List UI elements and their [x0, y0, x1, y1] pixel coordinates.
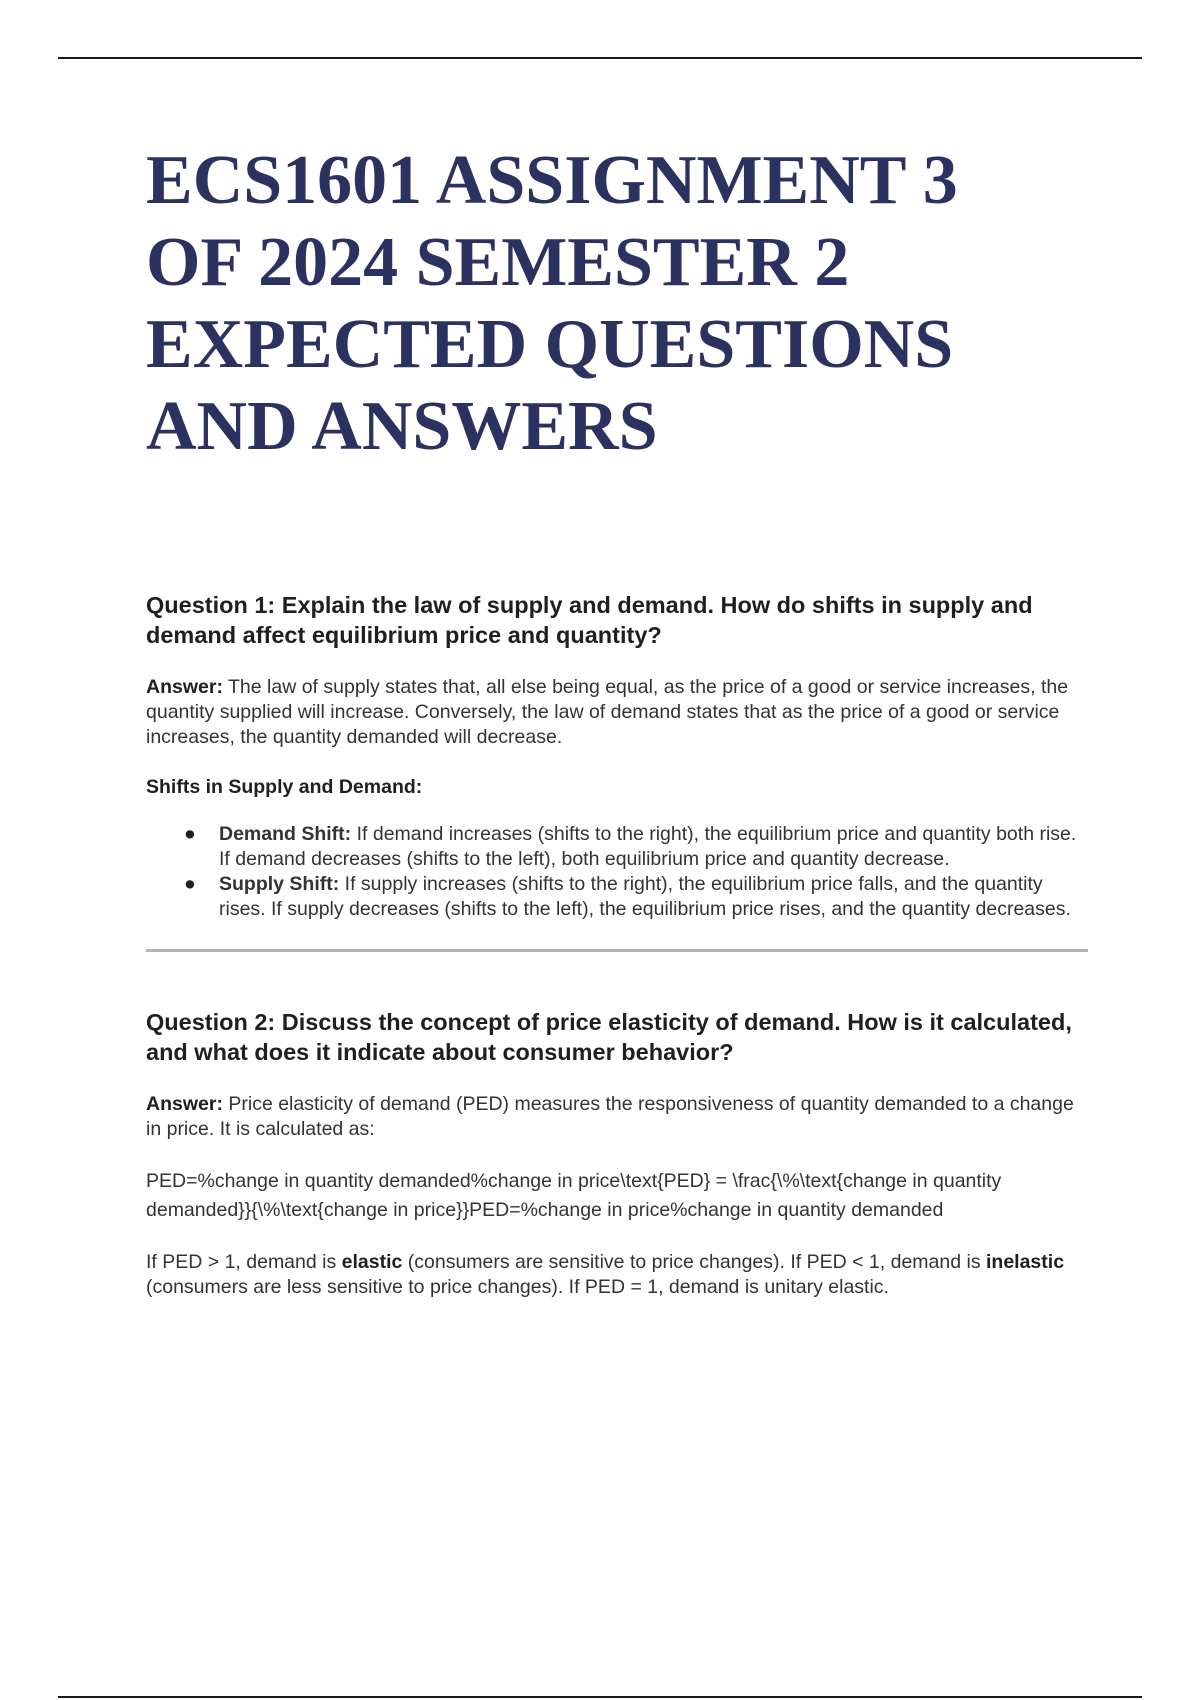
shifts-subheading: Shifts in Supply and Demand: — [146, 776, 423, 798]
title-line-2: OF 2024 SEMESTER 2 — [146, 224, 850, 301]
bullet-icon: ● — [184, 823, 196, 845]
title-line-1: ECS1601 ASSIGNMENT 3 — [146, 142, 958, 219]
question-1-answer — [146, 675, 1091, 750]
question-2-heading: Question 2: Discuss the concept of price elasticity of demand. How is it calculated, and what does it indicate about consumer behavior? — [146, 1009, 1072, 1065]
section-divider — [146, 949, 1088, 952]
answer-label: Answer: — [146, 1093, 223, 1115]
bullet-icon: ● — [184, 873, 196, 895]
ped-formula: PED=%change in quantity demanded%change in price\text{PED} = \frac{\%\text{change in quantity demanded}}{\%\text{change in price}}PED=%change in price%change in quantity demanded — [146, 1170, 1002, 1221]
answer-text: Price elasticity of demand (PED) measures the responsiveness of quantity demanded to a change in price. It is calculated as: — [146, 1093, 1074, 1140]
bullet-label: Supply Shift: — [219, 873, 340, 895]
list-item — [146, 872, 1091, 922]
document-body — [146, 140, 1091, 1300]
elastic-term: elastic — [341, 1251, 403, 1273]
bullet-text: If supply increases (shifts to the right), the equilibrium price falls, and the quantity rises. If supply decreases (shifts to the left), the equilibrium price rises, and the quantity decreases. — [219, 873, 1071, 920]
answer-label: Answer: — [146, 676, 223, 698]
document-title — [146, 140, 1091, 468]
header-rule — [58, 57, 1142, 59]
title-line-3: EXPECTED QUESTIONS — [146, 306, 954, 383]
footer-rule — [58, 1696, 1142, 1698]
title-line-4: AND ANSWERS — [146, 388, 658, 465]
answer-text: The law of supply states that, all else being equal, as the price of a good or service increases, the quantity supplied will increase. Conversely, the law of demand states that as the price of a good or service increases, the quantity demanded will decrease. — [146, 676, 1069, 748]
explanation-text: (consumers are less sensitive to price changes). If PED = 1, demand is unitary elastic. — [146, 1276, 889, 1298]
shifts-list — [146, 822, 1091, 922]
inelastic-term: inelastic — [986, 1251, 1065, 1273]
elasticity-explanation — [146, 1250, 1091, 1300]
question-2-answer — [146, 1092, 1091, 1142]
question-1-heading: Question 1: Explain the law of supply and demand. How do shifts in supply and demand affect equilibrium price and quantity? — [146, 592, 1033, 648]
bullet-label: Demand Shift: — [219, 823, 352, 845]
bullet-text: If demand increases (shifts to the right), the equilibrium price and quantity both rise. If demand decreases (shifts to the left), both equilibrium price and quantity decrease. — [219, 823, 1077, 870]
list-item — [146, 822, 1091, 872]
explanation-text: (consumers are sensitive to price changes). If PED < 1, demand is — [402, 1251, 986, 1273]
explanation-text: If PED > 1, demand is — [146, 1251, 342, 1273]
